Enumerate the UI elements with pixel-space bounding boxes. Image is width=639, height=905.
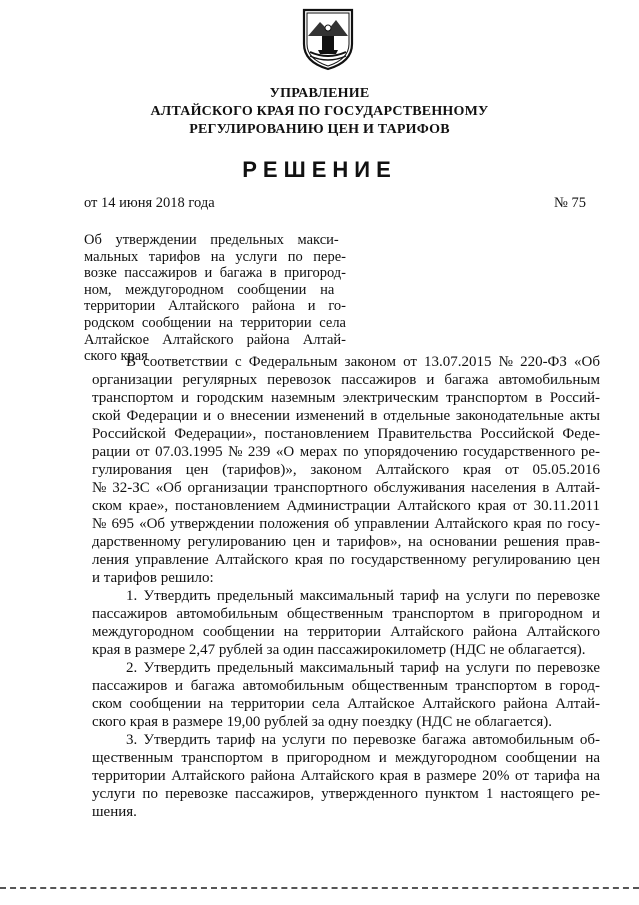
preamble-line: ской Федерации и о внесении изменений в отдельные законодательные акты (92, 408, 600, 424)
authority-name-line-3: РЕГУЛИРОВАНИЮ ЦЕН И ТАРИФОВ (189, 122, 450, 137)
clause-3-line: шения. (92, 804, 137, 820)
clause-2-line: пассажиров и багажа автомобильным общественным транспортом в город- (92, 678, 600, 694)
clause-3-line: территории Алтайского района Алтайского края в размере 20% от тарифа на (92, 768, 600, 784)
clause-2-line: ского края в размере 19,00 рублей за одну поездку (НДС не облагается). (92, 714, 552, 730)
authority-name-line-1: УПРАВЛЕНИЕ (269, 86, 370, 101)
preamble-line: ском крае», постановлением Администрации Алтайского края от 30.11.2011 (92, 498, 600, 514)
subject-line: территории Алтайского района и го- (84, 298, 346, 315)
subject-line: ского края (84, 348, 148, 365)
preamble-line: рации от 07.03.1995 № 239 «О мерах по упорядочению государственного ре- (92, 444, 600, 460)
subject-line: родском сообщении на территории села (84, 314, 346, 331)
clause-3-line: 3. Утвердить тариф на услуги по перевозке багажа автомобильным об- (126, 732, 600, 748)
preamble-line: организации регулярных перевозок пассажиров и багажа автомобильным (92, 372, 600, 388)
document-subject (84, 232, 346, 365)
preamble-line: № 695 «Об утверждении положения об управлении Алтайского края по госу- (92, 516, 600, 532)
preamble-line: транспортом и городским наземным электрическим транспортом в Россий- (92, 390, 600, 406)
clause-1-line: 1. Утвердить предельный максимальный тариф на услуги по перевозке (126, 588, 600, 604)
clause-2-line: 2. Утвердить предельный максимальный тариф на услуги по перевозке (126, 660, 600, 676)
subject-line: Об утверждении предельных макси- (84, 232, 339, 248)
preamble-line: В соответствии с Федеральным законом от 13.07.2015 № 220-ФЗ «Об (126, 354, 600, 370)
document-title: РЕШЕНИЕ (242, 157, 397, 182)
clause-1-line: края в размере 2,47 рублей за один пассажирокилометр (НДС не облагается). (92, 642, 586, 658)
document-number: № 75 (554, 195, 586, 211)
clause-1-line: пассажиров автомобильным общественным транспортом в пригородном и (92, 606, 600, 622)
document-body (92, 353, 600, 821)
page-bottom-divider (0, 887, 639, 889)
subject-line: ном, междугородном сообщении на (84, 281, 335, 298)
subject-line: мальных тарифов на услуги по пере- (84, 248, 346, 265)
document-date: от 14 июня 2018 года (84, 195, 215, 211)
clause-3-line: щественным транспортом в пригородном и междугородном сообщении на (92, 750, 600, 766)
clause-3-line: услуги по перевозке пассажиров, утвержденного пунктом 1 настоящего ре- (92, 786, 600, 802)
authority-name-line-2: АЛТАЙСКОГО КРАЯ ПО ГОСУДАРСТВЕННОМУ (150, 104, 489, 119)
coat-of-arms-icon (298, 6, 358, 72)
preamble-line: и тарифов решило: (92, 570, 214, 586)
subject-line: возке пассажиров и багажа в пригород- (84, 265, 346, 282)
preamble-line: дарственному регулированию цен и тарифов», на основании решения прав- (92, 534, 600, 550)
clause-1-line: междугородном сообщении на территории Алтайского района Алтайского (92, 624, 600, 640)
preamble-line: ления управление Алтайского края по государственному регулированию цен (92, 552, 600, 568)
clause-2-line: ском сообщении на территории села Алтайское Алтайского района Алтай- (92, 696, 600, 712)
preamble-line: гулирования цен (тарифов)», законом Алтайского края от 05.05.2016 (92, 462, 600, 478)
preamble-line: № 32-ЗС «Об организации транспортного обслуживания населения в Алтай- (92, 480, 600, 496)
subject-line: Алтайское Алтайского района Алтай- (84, 331, 346, 348)
preamble-line: Российской Федерации», постановлением Правительства Российской Феде- (92, 426, 600, 442)
